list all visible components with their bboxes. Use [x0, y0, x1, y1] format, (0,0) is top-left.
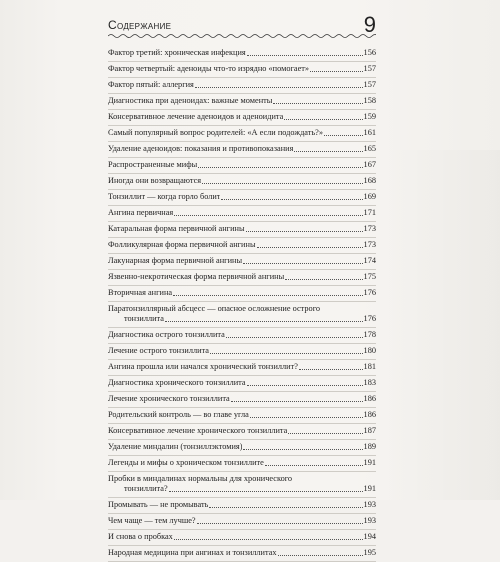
toc-entry-line — [108, 548, 376, 558]
toc-entry-page: 193 — [363, 516, 376, 525]
toc-entry-line — [108, 112, 376, 122]
toc-entry-title: Промывать — не промывать — [108, 500, 209, 509]
toc-entry-title: Чем чаще — тем лучше? — [108, 516, 196, 525]
toc-entry-line — [108, 256, 376, 266]
toc-entry-line — [108, 144, 376, 154]
toc-entry-page: 159 — [363, 112, 376, 121]
toc-entry — [108, 408, 376, 424]
toc-entry — [108, 546, 376, 562]
toc-entry-page: 195 — [363, 548, 376, 557]
toc-entry — [108, 142, 376, 158]
toc-entry — [108, 302, 376, 328]
toc-entry-line — [108, 458, 376, 468]
toc-entry-title: Язвенно-некротическая форма первичной ангины — [108, 272, 285, 281]
toc-entry-line — [108, 346, 376, 356]
toc-entry-line — [108, 532, 376, 542]
toc-entry-line — [108, 208, 376, 218]
toc-entry-line — [108, 48, 376, 58]
toc-entry-title: Диагностика хронического тонзиллита — [108, 378, 246, 387]
toc-entry-page: 176 — [363, 288, 376, 297]
dot-leader — [243, 448, 362, 450]
toc-entry-line — [108, 314, 376, 324]
toc-entry-page: 187 — [363, 426, 376, 435]
toc-entry-title: И снова о пробках — [108, 532, 173, 541]
toc-entry — [108, 254, 376, 270]
dot-leader — [243, 262, 363, 264]
toc-entry-page: 157 — [363, 64, 376, 73]
toc-entry-line — [108, 64, 376, 74]
toc-entry-page: 173 — [363, 224, 376, 233]
toc-entry-line — [108, 160, 376, 170]
dot-leader — [209, 506, 362, 508]
dot-leader — [299, 368, 363, 370]
page-number: 9 — [363, 12, 376, 37]
toc-entry-title-continued: тонзиллита? — [124, 484, 168, 493]
toc-entry — [108, 328, 376, 344]
dot-leader — [221, 198, 362, 200]
toc-entry — [108, 238, 376, 254]
toc-entry-page: 174 — [363, 256, 376, 265]
toc-entry — [108, 158, 376, 174]
toc-entry — [108, 62, 376, 78]
toc-entry-line — [108, 426, 376, 436]
dot-leader — [165, 320, 363, 322]
toc-entry — [108, 94, 376, 110]
dot-leader — [247, 384, 363, 386]
dot-leader — [324, 134, 363, 136]
toc-entry-line — [108, 80, 376, 90]
toc-entry-line — [108, 288, 376, 298]
toc-entry-line — [108, 474, 376, 484]
toc-entry-title: Удаление аденоидов: показания и противопоказания — [108, 144, 294, 153]
toc-entry-page: 194 — [363, 532, 376, 541]
toc-entry — [108, 360, 376, 376]
toc-entry — [108, 456, 376, 472]
dot-leader — [246, 230, 363, 232]
toc-entry-title: Ангина прошла или начался хронический тонзиллит? — [108, 362, 298, 371]
toc-entry-page: 178 — [363, 330, 376, 339]
toc-entry-page: 156 — [363, 48, 376, 57]
toc-entry-title: Диагностика острого тонзиллита — [108, 330, 225, 339]
toc-entry — [108, 190, 376, 206]
toc-entry — [108, 206, 376, 222]
dot-leader — [198, 166, 362, 168]
toc-entry-page: 191 — [363, 484, 376, 493]
toc-entry-title: Консервативное лечение хронического тонзиллита — [108, 426, 288, 435]
toc-entry-line — [108, 192, 376, 202]
toc-entry — [108, 110, 376, 126]
toc-entry-line — [108, 516, 376, 526]
toc-entry-line — [108, 128, 376, 138]
toc-entry — [108, 472, 376, 498]
toc-entry-page: 169 — [363, 192, 376, 201]
toc-entry-title: Лакунарная форма первичной ангины — [108, 256, 243, 265]
dot-leader — [278, 554, 363, 556]
dot-leader — [197, 522, 363, 524]
toc-entry — [108, 424, 376, 440]
toc-entry-title: Консервативное лечение аденоидов и аденоидита — [108, 112, 284, 121]
table-of-contents — [108, 46, 376, 562]
dot-leader — [231, 400, 363, 402]
toc-entry-title: Ангина первичная — [108, 208, 174, 217]
toc-entry-line — [108, 304, 376, 314]
toc-entry-title: Фактор четвертый: аденоиды что-то изрядно «помогает» — [108, 64, 310, 73]
dot-leader — [202, 182, 362, 184]
toc-entry-page: 173 — [363, 240, 376, 249]
toc-entry — [108, 174, 376, 190]
dot-leader — [284, 118, 362, 120]
toc-entry-page: 181 — [363, 362, 376, 371]
toc-entry — [108, 392, 376, 408]
toc-entry-line — [108, 96, 376, 106]
dot-leader — [288, 432, 362, 434]
toc-entry-page: 183 — [363, 378, 376, 387]
dot-leader — [247, 54, 363, 56]
dot-leader — [174, 214, 362, 216]
toc-entry-page: 167 — [363, 160, 376, 169]
toc-entry-title: Катаральная форма первичной ангины — [108, 224, 245, 233]
dot-leader — [226, 336, 363, 338]
toc-entry-title: Иногда они возвращаются — [108, 176, 202, 185]
toc-entry-page: 191 — [363, 458, 376, 467]
toc-entry — [108, 78, 376, 94]
toc-entry — [108, 498, 376, 514]
dot-leader — [265, 464, 363, 466]
toc-entry-title: Диагностика при аденоидах: важные моменты — [108, 96, 273, 105]
toc-entry — [108, 46, 376, 62]
dot-leader — [169, 490, 363, 492]
toc-entry-line — [108, 330, 376, 340]
toc-entry-line — [108, 224, 376, 234]
toc-entry-page: 157 — [363, 80, 376, 89]
toc-entry-title: Фолликулярная форма первичной ангины — [108, 240, 256, 249]
dot-leader — [250, 416, 363, 418]
toc-entry-page: 186 — [363, 410, 376, 419]
toc-entry-title: Тонзиллит — когда горло болит — [108, 192, 221, 201]
toc-entry — [108, 126, 376, 142]
dot-leader — [273, 102, 362, 104]
toc-entry-title: Фактор третий: хроническая инфекция — [108, 48, 246, 57]
toc-entry-title: Паратонзиллярный абсцесс — опасное осложнение острого — [108, 304, 321, 313]
toc-entry-line — [108, 240, 376, 250]
toc-entry-page: 189 — [363, 442, 376, 451]
toc-entry-title: Фактор пятый: аллергия — [108, 80, 194, 89]
toc-entry — [108, 344, 376, 360]
toc-entry — [108, 222, 376, 238]
toc-entry — [108, 440, 376, 456]
toc-entry-page: 158 — [363, 96, 376, 105]
toc-entry-page: 176 — [363, 314, 376, 323]
toc-entry-title: Распространенные мифы — [108, 160, 198, 169]
toc-entry-page: 168 — [363, 176, 376, 185]
toc-entry-line — [108, 442, 376, 452]
toc-entry — [108, 530, 376, 546]
toc-entry-title: Вторичная ангина — [108, 288, 173, 297]
toc-entry-page: 193 — [363, 500, 376, 509]
toc-entry-page: 165 — [363, 144, 376, 153]
dot-leader — [310, 70, 362, 72]
toc-entry-page: 180 — [363, 346, 376, 355]
dot-leader — [195, 86, 363, 88]
toc-entry-line — [108, 500, 376, 510]
toc-entry-line — [108, 394, 376, 404]
page-shadow — [380, 150, 500, 500]
toc-entry-title: Легенды и мифы о хроническом тонзиллите — [108, 458, 264, 467]
dot-leader — [210, 352, 363, 354]
toc-entry-line — [108, 378, 376, 388]
dot-leader — [173, 294, 362, 296]
toc-entry-line — [108, 362, 376, 372]
toc-entry-line — [108, 176, 376, 186]
toc-entry-title-continued: тонзиллита — [124, 314, 164, 323]
toc-entry-title: Родительский контроль — во главе угла — [108, 410, 249, 419]
toc-entry-title: Лечение острого тонзиллита — [108, 346, 209, 355]
toc-entry-title: Народная медицина при ангинах и тонзиллитах — [108, 548, 277, 557]
toc-entry-line — [108, 484, 376, 494]
toc-entry-title: Удаление миндалин (тонзиллэктомия) — [108, 442, 243, 451]
dot-leader — [294, 150, 362, 152]
toc-entry — [108, 286, 376, 302]
toc-entry — [108, 270, 376, 286]
dot-leader — [174, 538, 363, 540]
decorative-wave-divider — [108, 32, 376, 40]
toc-entry-page: 186 — [363, 394, 376, 403]
toc-entry-page: 175 — [363, 272, 376, 281]
toc-entry-title: Самый популярный вопрос родителей: «А если подождать?» — [108, 128, 323, 137]
toc-entry-page: 171 — [363, 208, 376, 217]
dot-leader — [257, 246, 363, 248]
section-title: Содержание — [108, 18, 172, 32]
toc-entry-line — [108, 272, 376, 282]
toc-entry-title: Пробки в миндалинах нормальны для хронического — [108, 474, 293, 483]
toc-entry-title: Лечение хронического тонзиллита — [108, 394, 230, 403]
toc-entry — [108, 514, 376, 530]
toc-entry-line — [108, 410, 376, 420]
dot-leader — [285, 278, 362, 280]
toc-entry — [108, 376, 376, 392]
toc-entry-page: 161 — [363, 128, 376, 137]
